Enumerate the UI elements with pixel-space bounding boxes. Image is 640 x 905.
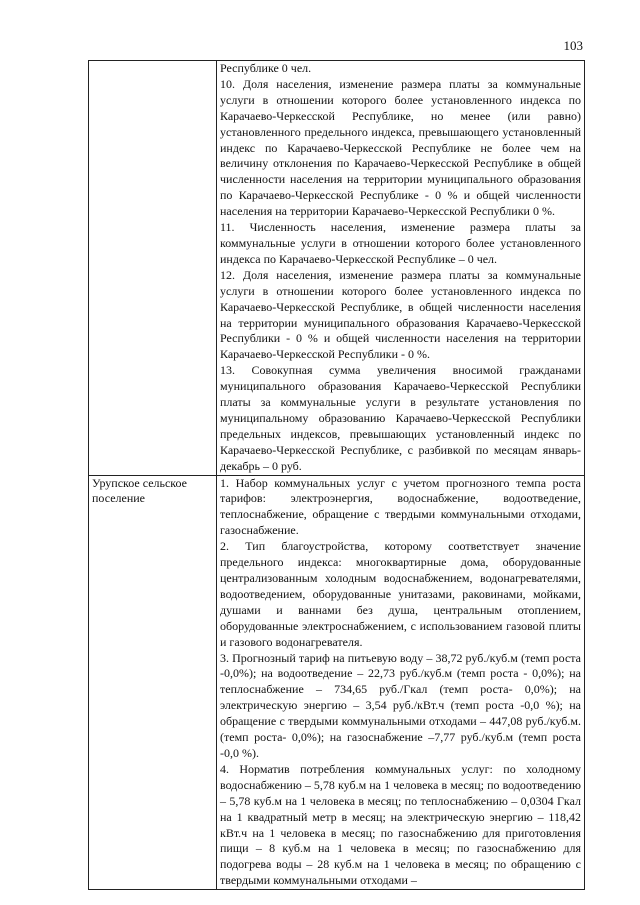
paragraph: Республике 0 чел. — [220, 61, 312, 75]
page-number: 103 — [563, 38, 583, 53]
paragraph: 4. Норматив потребления коммунальных услуг: по холодному водоснабжению – 5,78 куб.м на 1 человека в месяц; по водоотведению – 5,78 куб.м на 1 человека в месяц; по теплоснабжению – 0,0304 Гкал на 1 квадратный метр в месяц; на электрическую энергию – 118,42 кВт.ч на 1 человека в месяц; по газоснабжению для приготовления пищи – 8 куб.м на 1 человека в месяц; по газоснабжению для подогрева воды – 28 куб.м на 1 человека в месяц; по обращению с твердыми коммунальными отходами – — [220, 761, 581, 888]
paragraph: 2. Тип благоустройства, которому соответствует значение предельного индекса: многоквартирные дома, оборудованные централизованным холодным водоснабжением, водонагревателями, водоотведением, оборудованные унитазами, раковинами, мойками, душами и ваннами без душа, центральным отоплением, оборудованные электроснабжением, с использованием газовой плиты и газового водонагревателя. — [220, 539, 581, 649]
municipality-cell: Урупское сельское поселение — [89, 475, 217, 890]
indicators-cell — [217, 475, 585, 890]
paragraph: 10. Доля населения, изменение размера платы за коммунальные услуги в отношении которого более установленного индекса по Карачаево-Черкесской Республике, но менее (или равно) установленного предельного индекса, превышающего установленный индекс по Карачаево-Черкесской Республике не более чем на величину отклонения по Карачаево-Черкесской Республике в общей численности населения на территории муниципального образования по Карачаево-Черкесской Республике - 0 % и общей численности населения на территории Карачаево-Черкесской Республики 0 %. — [220, 76, 581, 219]
paragraph: 3. Прогнозный тариф на питьевую воду – 38,72 руб./куб.м (темп роста -0,0%); на водоотведение – 22,73 руб./куб.м (темп роста - 0,0%); на теплоснабжение – 734,65 руб./Гкал (темп роста- 0,0%); на электрическую энергию – 3,54 руб./кВт.ч (темп роста -0,0 %); на обращение с твердыми коммунальными отходами – 447,08 руб./куб.м. (темп роста- 0,0%); на газоснабжение –7,77 руб./куб.м (темп роста -0,0 %). — [220, 650, 581, 760]
paragraph: 11. Численность населения, изменение размера платы за коммунальные услуги в отношении которого более установленного индекса по Карачаево-Черкесской Республике – 0 чел. — [220, 220, 581, 266]
municipality-cell — [89, 61, 217, 476]
indicators-cell — [217, 61, 585, 476]
paragraph: 1. Набор коммунальных услуг с учетом прогнозного темпа роста тарифов: электроэнергия, водоснабжение, водоотведение, теплоснабжение, обращение с твердыми коммунальными отходами, газоснабжение. — [220, 475, 581, 538]
table-row — [89, 61, 585, 476]
data-table — [88, 60, 585, 890]
paragraph: 13. Совокупная сумма увеличения вносимой гражданами муниципального образования Карачаево-Черкесской Республики платы за коммунальные услуги в результате установления по муниципальному образованию Карачаево-Черкесской Республики предельных индексов, превышающих установленный индекс по Карачаево-Черкесской Республике, с разбивкой по месяцам январь-декабрь – 0 руб. — [220, 363, 581, 473]
table-row — [89, 475, 585, 890]
paragraph: 12. Доля населения, изменение размера платы за коммунальные услуги в отношении которого более установленного индекса по Карачаево-Черкесской Республике, в общей численности населения на территории муниципального образования Карачаево-Черкесской Республики - 0 % и общей численности населения на территории Карачаево-Черкесской Республики - 0 %. — [220, 267, 581, 362]
